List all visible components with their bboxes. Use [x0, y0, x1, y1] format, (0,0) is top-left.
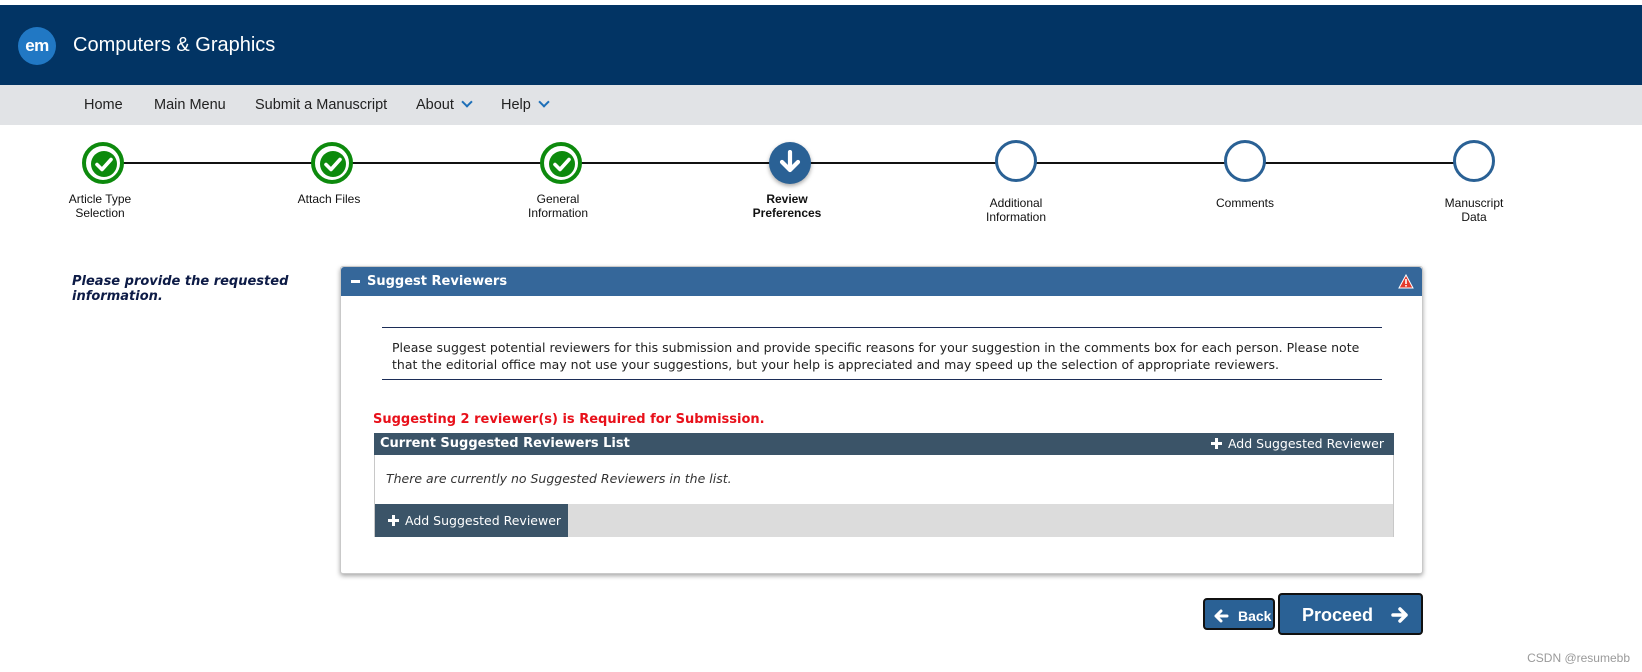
suggested-reviewers-list [374, 433, 1394, 537]
arrow-left-icon [1213, 609, 1229, 626]
required-message: Suggesting 2 reviewer(s) is Required for Submission. [373, 412, 765, 427]
step-complete-check[interactable] [311, 142, 353, 184]
em-logo[interactable]: em [18, 27, 56, 65]
warning-icon [1398, 274, 1414, 294]
step-label-general-information: General Information [527, 192, 589, 220]
step-complete-check[interactable] [82, 142, 124, 184]
back-button[interactable]: Back [1203, 598, 1275, 630]
list-header [374, 433, 1394, 455]
submission-stepper [0, 125, 1642, 235]
plus-icon [388, 515, 399, 526]
step-pending-circle [1224, 140, 1266, 182]
step-label-attach-files: Attach Files [297, 192, 361, 206]
instruction-text: Please provide the requested information. [72, 274, 289, 304]
add-suggested-reviewer-button[interactable]: Add Suggested Reviewer [1211, 436, 1384, 451]
suggest-reviewers-panel [340, 266, 1423, 574]
step-pending-circle [1453, 140, 1495, 182]
reviewer-notice: Please suggest potential reviewers for this submission and provide specific reasons for your suggestion in the comments box for each person. Please note that the editorial office may not use your suggestions, but your help is appreciated and may speed up the selection of appropriate reviewers. [382, 327, 1382, 380]
main-nav [0, 85, 1642, 125]
nav-help[interactable]: Help [501, 97, 548, 113]
nav-home[interactable]: Home [84, 97, 123, 113]
journal-title: Computers & Graphics [73, 34, 276, 56]
app-header [0, 5, 1642, 85]
nav-about[interactable]: About [416, 97, 471, 113]
step-current-arrow[interactable] [769, 142, 811, 184]
step-pending-circle [995, 140, 1037, 182]
list-title: Current Suggested Reviewers List [380, 436, 630, 451]
empty-list-message: There are currently no Suggested Reviewers in the list. [386, 471, 732, 486]
plus-icon [1211, 438, 1222, 449]
step-label-additional-information: Additional Information [985, 196, 1047, 224]
collapse-icon[interactable] [351, 280, 360, 283]
step-label-manuscript-data: Manuscript Data [1444, 196, 1504, 224]
step-complete-check[interactable] [540, 142, 582, 184]
watermark: CSDN @resumebb [1527, 651, 1630, 665]
list-footer [375, 504, 1393, 537]
step-label-comments: Comments [1215, 196, 1274, 210]
add-suggested-reviewer-button[interactable]: Add Suggested Reviewer [375, 504, 568, 537]
nav-main-menu[interactable]: Main Menu [154, 97, 226, 113]
panel-header[interactable] [341, 267, 1422, 296]
proceed-button[interactable]: Proceed [1278, 593, 1423, 635]
panel-title: Suggest Reviewers [367, 274, 508, 289]
nav-submit-manuscript[interactable]: Submit a Manuscript [255, 97, 388, 113]
step-label-review-preferences: Review Preferences [752, 192, 822, 220]
arrow-right-icon [1391, 606, 1409, 629]
step-label-article-type: Article Type Selection [68, 192, 132, 220]
chevron-down-icon [538, 96, 549, 107]
chevron-down-icon [461, 96, 472, 107]
